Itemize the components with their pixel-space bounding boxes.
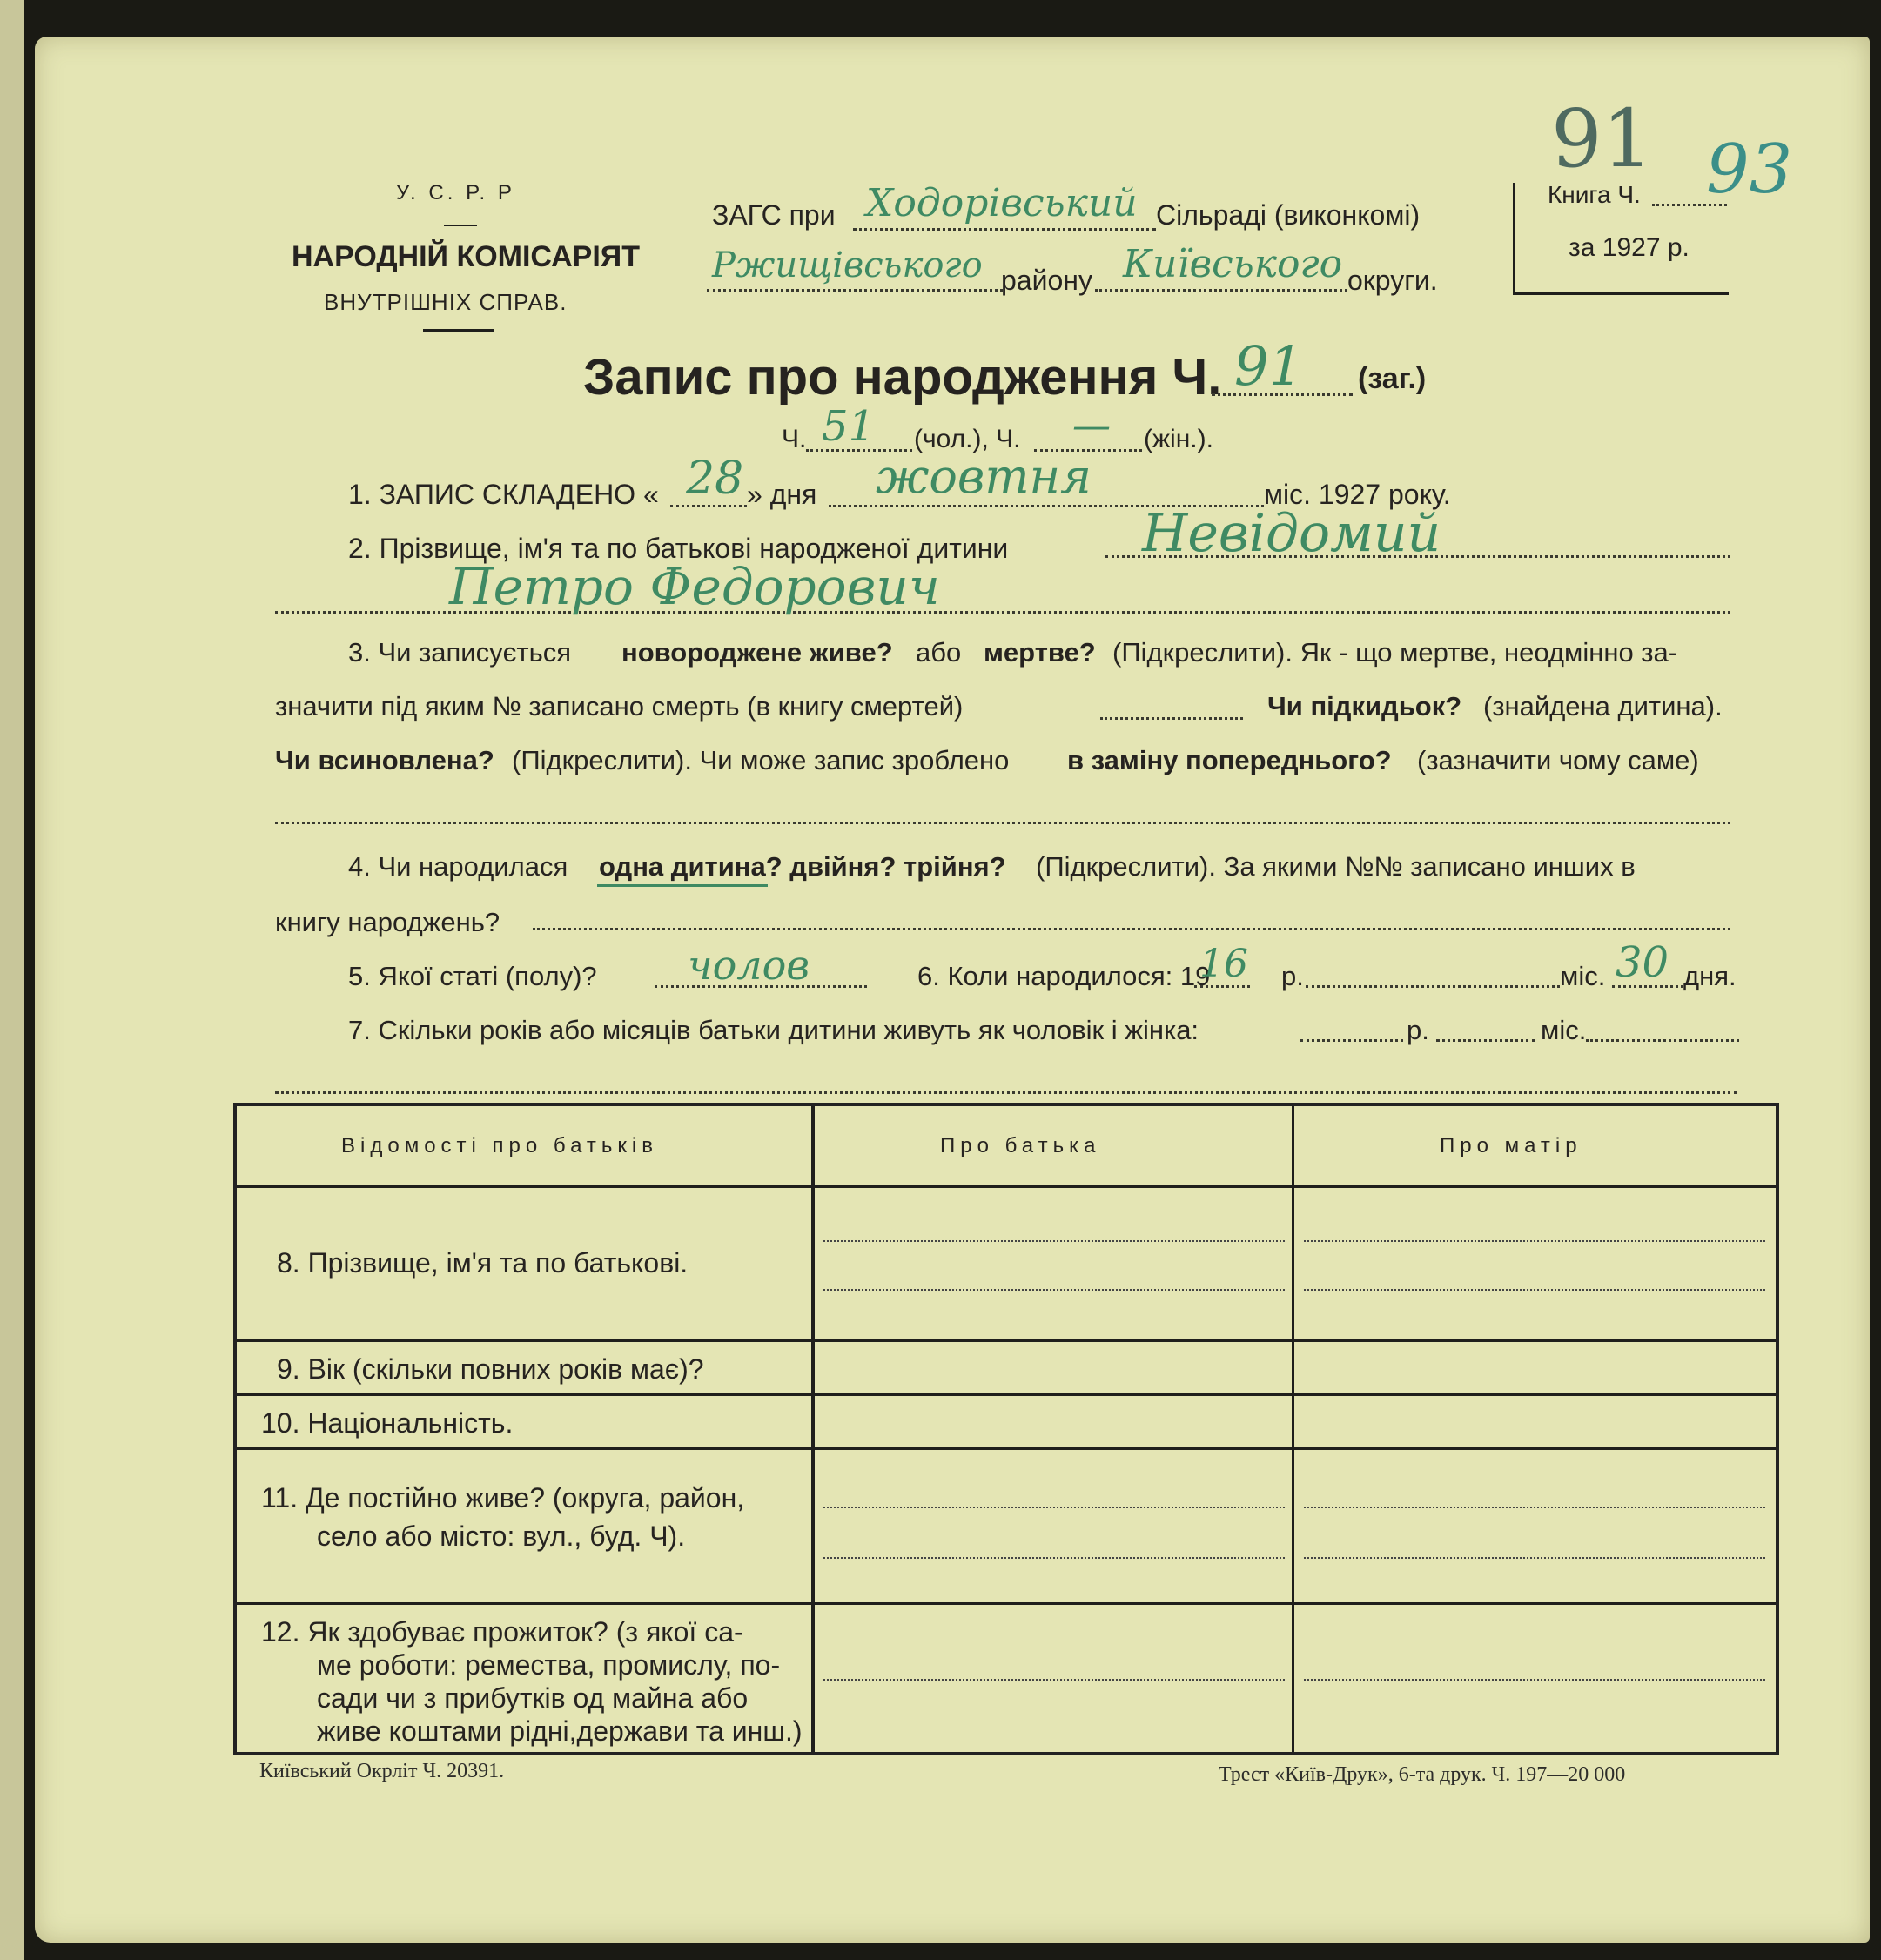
table-col-divider — [1292, 1106, 1294, 1752]
okrug-label: округи. — [1347, 265, 1438, 296]
table-header-father: Про батька — [940, 1134, 1101, 1158]
table-row-livelihood: 12. Як здобуває прожиток? (з якої са- — [261, 1616, 743, 1648]
table-row-nationality: 10. Національність. — [261, 1407, 514, 1439]
zags-prefix: ЗАГС при — [712, 199, 836, 231]
item6-year-value: 16 — [1199, 942, 1248, 986]
item5-label: 5. Якої статі (полу)? — [348, 961, 597, 991]
item6-month-field — [1306, 985, 1560, 988]
item3-dead-option: мертве? — [984, 637, 1096, 668]
mother-residence-line — [1304, 1507, 1765, 1508]
item6-label: 6. Коли народилося: 19 — [917, 961, 1211, 991]
item3-line1-e: (Підкреслити). Як - що мертве, неодмінно за- — [1112, 637, 1678, 668]
book-binding — [0, 0, 24, 1960]
male-number-value: 51 — [822, 402, 876, 451]
okrug-value: Київського — [1123, 242, 1343, 286]
item3-adopted-option: Чи всиновлена? — [275, 745, 494, 775]
item3-line3-b: (Підкреслити). Чи може запис зроблено — [512, 745, 1010, 775]
item7-label: 7. Скільки років або місяців батьки дитини живуть як чоловік і жінка: — [348, 1015, 1199, 1045]
item1-day-field — [670, 505, 747, 507]
mother-livelihood-line — [1304, 1679, 1765, 1681]
item1-year-label: міс. 1927 року. — [1264, 479, 1451, 510]
okrug-field — [1095, 289, 1347, 292]
table-row-divider — [237, 1393, 1776, 1396]
item3-reason-field — [275, 822, 1730, 824]
item7-months-field — [1436, 1039, 1535, 1042]
general-number-value: 91 — [1234, 334, 1303, 398]
item4-line2: книгу народжень? — [275, 907, 500, 937]
mother-residence-line — [1304, 1557, 1765, 1559]
district-value: Ржищівського — [712, 245, 983, 285]
item6-day-label: дня. — [1683, 961, 1737, 991]
father-name-line — [823, 1289, 1285, 1291]
item3-line2-c: (знайдена дитина). — [1483, 691, 1723, 722]
item1-label: 1. ЗАПИС СКЛАДЕНО « — [348, 479, 659, 510]
table-row-livelihood-cont: живе коштами рідні,держави та инш.) — [317, 1715, 803, 1747]
internal-affairs-label: ВНУТРІШНІХ СПРАВ. — [324, 289, 568, 315]
general-label: (заг.) — [1358, 362, 1427, 395]
father-livelihood-line — [823, 1679, 1285, 1681]
mother-name-line — [1304, 1289, 1765, 1291]
item1-day-label: » дня — [747, 479, 817, 510]
item4-line1-a: 4. Чи народилася — [348, 851, 568, 882]
item2-surname-value: Невідомий — [1142, 503, 1441, 564]
item3-foundling-option: Чи підкидьок? — [1267, 691, 1462, 722]
item3-death-number-field — [1100, 717, 1243, 720]
item3-alive-option: новороджене живе? — [621, 637, 893, 668]
item4-birth-count-options: одна дитина? двійня? трійня? — [599, 851, 1006, 882]
table-row-divider — [237, 1447, 1776, 1450]
item3-replacement-option: в заміну попереднього? — [1067, 745, 1392, 775]
father-residence-line — [823, 1557, 1285, 1559]
item1-month-value: жовтня — [876, 449, 1092, 504]
item7-months-label: міс. — [1541, 1015, 1587, 1045]
item7-extra-line — [275, 1091, 1737, 1094]
item4-line1-c: (Підкреслити). За якими №№ записано инших в — [1036, 851, 1636, 882]
footer-left: Київський Окрліт Ч. 20391. — [259, 1760, 505, 1782]
male-number-prefix: Ч. — [782, 425, 807, 453]
item3-line3-d: (зазначити чому саме) — [1417, 745, 1699, 775]
table-row-divider — [237, 1339, 1776, 1342]
table-row-divider — [237, 1602, 1776, 1605]
book-number-label: Книга Ч. — [1548, 181, 1641, 208]
item4-records-field — [533, 928, 1730, 930]
item3-line1-a: 3. Чи записується — [348, 637, 572, 668]
table-row-name: 8. Прізвище, ім'я та по батькові. — [277, 1247, 689, 1279]
district-field — [707, 289, 1003, 292]
item1-day-value: 28 — [686, 453, 744, 505]
item6-r-label: р. — [1281, 961, 1304, 991]
table-header-mother: Про матір — [1440, 1134, 1582, 1158]
item3-line1-c: або — [916, 637, 962, 668]
divider — [444, 225, 477, 226]
table-row-residence-cont: село або місто: вул., буд. Ч). — [317, 1520, 686, 1552]
zags-village-value: Ходорівський — [866, 181, 1138, 225]
commissariat-label: НАРОДНІЙ КОМІСАРІЯТ — [292, 240, 640, 273]
table-row-residence: 11. Де постійно живе? (округа, район, — [261, 1482, 745, 1514]
item2-name-value: Петро Федорович — [449, 557, 940, 616]
father-residence-line — [823, 1507, 1285, 1508]
item7-years-label: р. — [1407, 1015, 1429, 1045]
district-label: району — [1001, 265, 1092, 296]
item4-underline — [597, 884, 768, 887]
book-year-label: за 1927 р. — [1569, 233, 1690, 262]
male-label: (чол.), Ч. — [914, 425, 1021, 453]
corner-number: 91 — [1551, 92, 1654, 185]
female-number-value: — — [1072, 404, 1111, 448]
item7-years-field — [1300, 1039, 1403, 1042]
father-name-line — [823, 1240, 1285, 1242]
divider — [423, 329, 494, 332]
ussr-label: У. С. Р. Р — [396, 181, 515, 205]
parents-table — [233, 1103, 1779, 1755]
book-number-value: 93 — [1706, 131, 1793, 209]
table-row-livelihood-cont: ме роботи: ремества, промислу, по- — [317, 1649, 781, 1681]
item6-month-label: міс. — [1560, 961, 1606, 991]
table-row-age: 9. Вік (скільки повних років має)? — [277, 1353, 704, 1385]
form-title: Запис про народження Ч. — [583, 349, 1222, 406]
female-label: (жін.). — [1144, 425, 1213, 453]
book-box-bottom — [1513, 292, 1729, 295]
item5-sex-value: чолов — [688, 942, 810, 989]
book-box-left — [1513, 183, 1515, 294]
zags-suffix: Сільраді (виконкомі) — [1156, 199, 1421, 231]
footer-right: Трест «Київ-Друк», 6-та друк. Ч. 197—20 000 — [1219, 1763, 1626, 1786]
item6-day-value: 30 — [1616, 938, 1669, 987]
table-header-info: Відомості про батьків — [341, 1134, 658, 1158]
mother-name-line — [1304, 1240, 1765, 1242]
zags-village-field — [853, 228, 1156, 231]
item7-tail-field — [1586, 1039, 1739, 1042]
item2-label: 2. Прізвище, ім'я та по батькові народженої дитини — [348, 533, 1009, 564]
table-col-divider — [811, 1106, 815, 1752]
item3-line2-a: значити під яким № записано смерть (в книгу смертей) — [275, 691, 964, 722]
table-row-livelihood-cont: сади чи з прибутків од майна або — [317, 1682, 749, 1714]
table-header-divider — [237, 1185, 1776, 1188]
